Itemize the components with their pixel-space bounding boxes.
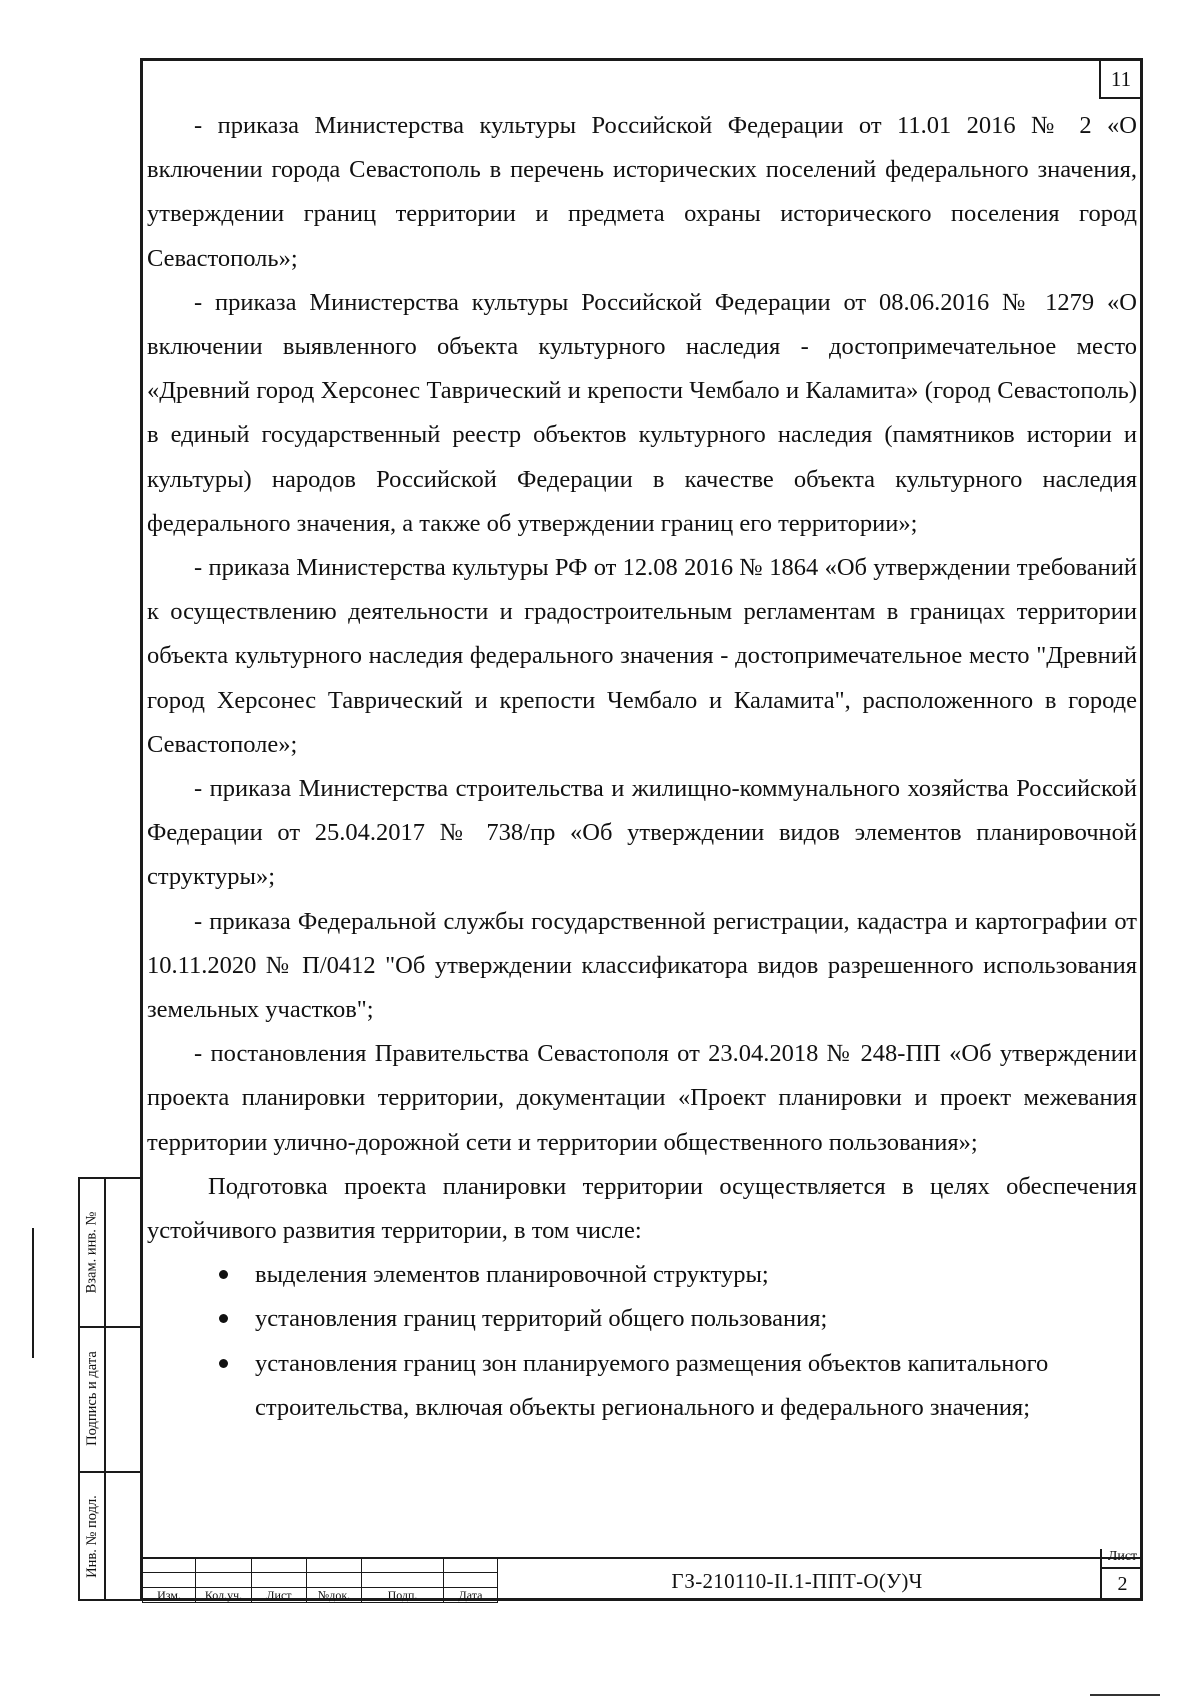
list-item [147,1342,1137,1430]
title-block [142,1549,1141,1602]
paragraph-resolution-2018-248: - постановления Правительства Севастополя от 23.04.2018 № 248-ПП «Об утверждении проекта планировки территории, документации «Проект планировки и проект межевания территории улично-дорожной сети и территории общественного пользования»; [147,1040,1137,1156]
column-header: Изм. [143,1588,196,1603]
list-item [147,1253,1137,1297]
purpose-list [147,1253,1137,1430]
table-row [143,1558,498,1573]
list-item-text: выделения элементов планировочной структуры; [255,1261,769,1289]
sheet-number: 2 [1117,1573,1128,1595]
paragraph-purpose: Подготовка проекта планировки территории осуществляется в целях обеспечения устойчивого развития территории, в том числе: [147,1172,1137,1245]
table-header-row [143,1588,498,1603]
bullet-icon [219,1359,228,1368]
margin-mark [32,1228,34,1358]
column-header: Подп. [362,1588,444,1603]
list-item [147,1297,1137,1341]
column-header: Кол.уч. [196,1588,252,1603]
revision-table [142,1557,498,1603]
sheet-label: Лист [1102,1549,1143,1569]
page-number-corner: 11 [1099,61,1141,99]
side-strip-divider [104,1179,106,1599]
document-body [147,104,1137,1430]
list-item-text: установления границ территорий общего пользования; [255,1305,828,1333]
table-row [143,1573,498,1588]
paragraph-order-2017-738: - приказа Министерства строительства и жилищно-коммунального хозяйства Российской Федерации от 25.04.2017 № 738/пр «Об утверждении видов элементов планировочной структуры»; [147,775,1137,891]
bullet-icon [219,1270,228,1279]
paragraph-order-2016-2: - приказа Министерства культуры Российской Федерации от 11.01 2016 № 2 «О включении города Севастополь в перечень исторических поселений федерального значения, утверждении границ территории и предмета охраны исторического поселения город Севастополь»; [147,112,1137,272]
paragraph-order-2016-1279: - приказа Министерства культуры Российской Федерации от 08.06.2016 № 1279 «О включении выявленного объекта культурного наследия - достопримечательное место «Древний город Херсонес Таврический и крепости Чембало и Каламита» (город Севастополь) в единый государственный реестр объектов культурного наследия (памятников истории и культуры) народов Российской Федерации в качестве объекта культурного наследия федерального значения, а также об утверждении границ его территории»; [147,288,1137,537]
side-label-inv-podl: Инв. № подл. [83,1494,100,1578]
sheet-box [1100,1549,1141,1599]
side-label-podpis-data: Подпись и дата [83,1351,100,1446]
side-label-vzam-inv: Взам. инв. № [83,1211,100,1294]
side-stamp-strip [78,1177,142,1601]
column-header: Дата [444,1588,498,1603]
document-code: ГЗ-210110-II.1-ППТ-О(У)Ч [671,1569,923,1593]
list-item-text: установления границ зон планируемого размещения объектов капитального строительства, включая объекты регионального и федерального значения; [255,1349,1049,1421]
column-header: Лист [252,1588,307,1603]
column-header: №док. [307,1588,362,1603]
paragraph-order-2020-p0412: - приказа Федеральной службы государственной регистрации, кадастра и картографии от 10.11.2020 № П/0412 "Об утверждении классификатора видов разрешенного использования земельных участков"; [147,907,1137,1024]
bullet-icon [219,1314,228,1323]
paragraph-order-2016-1864: - приказа Министерства культуры РФ от 12.08 2016 № 1864 «Об утверждении требований к осуществлению деятельности и градостроительным регламентам в границах территории объекта культурного наследия федерального значения - достопримечательное место "Древний город Херсонес Таврический и крепости Чембало и Каламита", расположенного в городе Севастополе»; [147,554,1137,758]
